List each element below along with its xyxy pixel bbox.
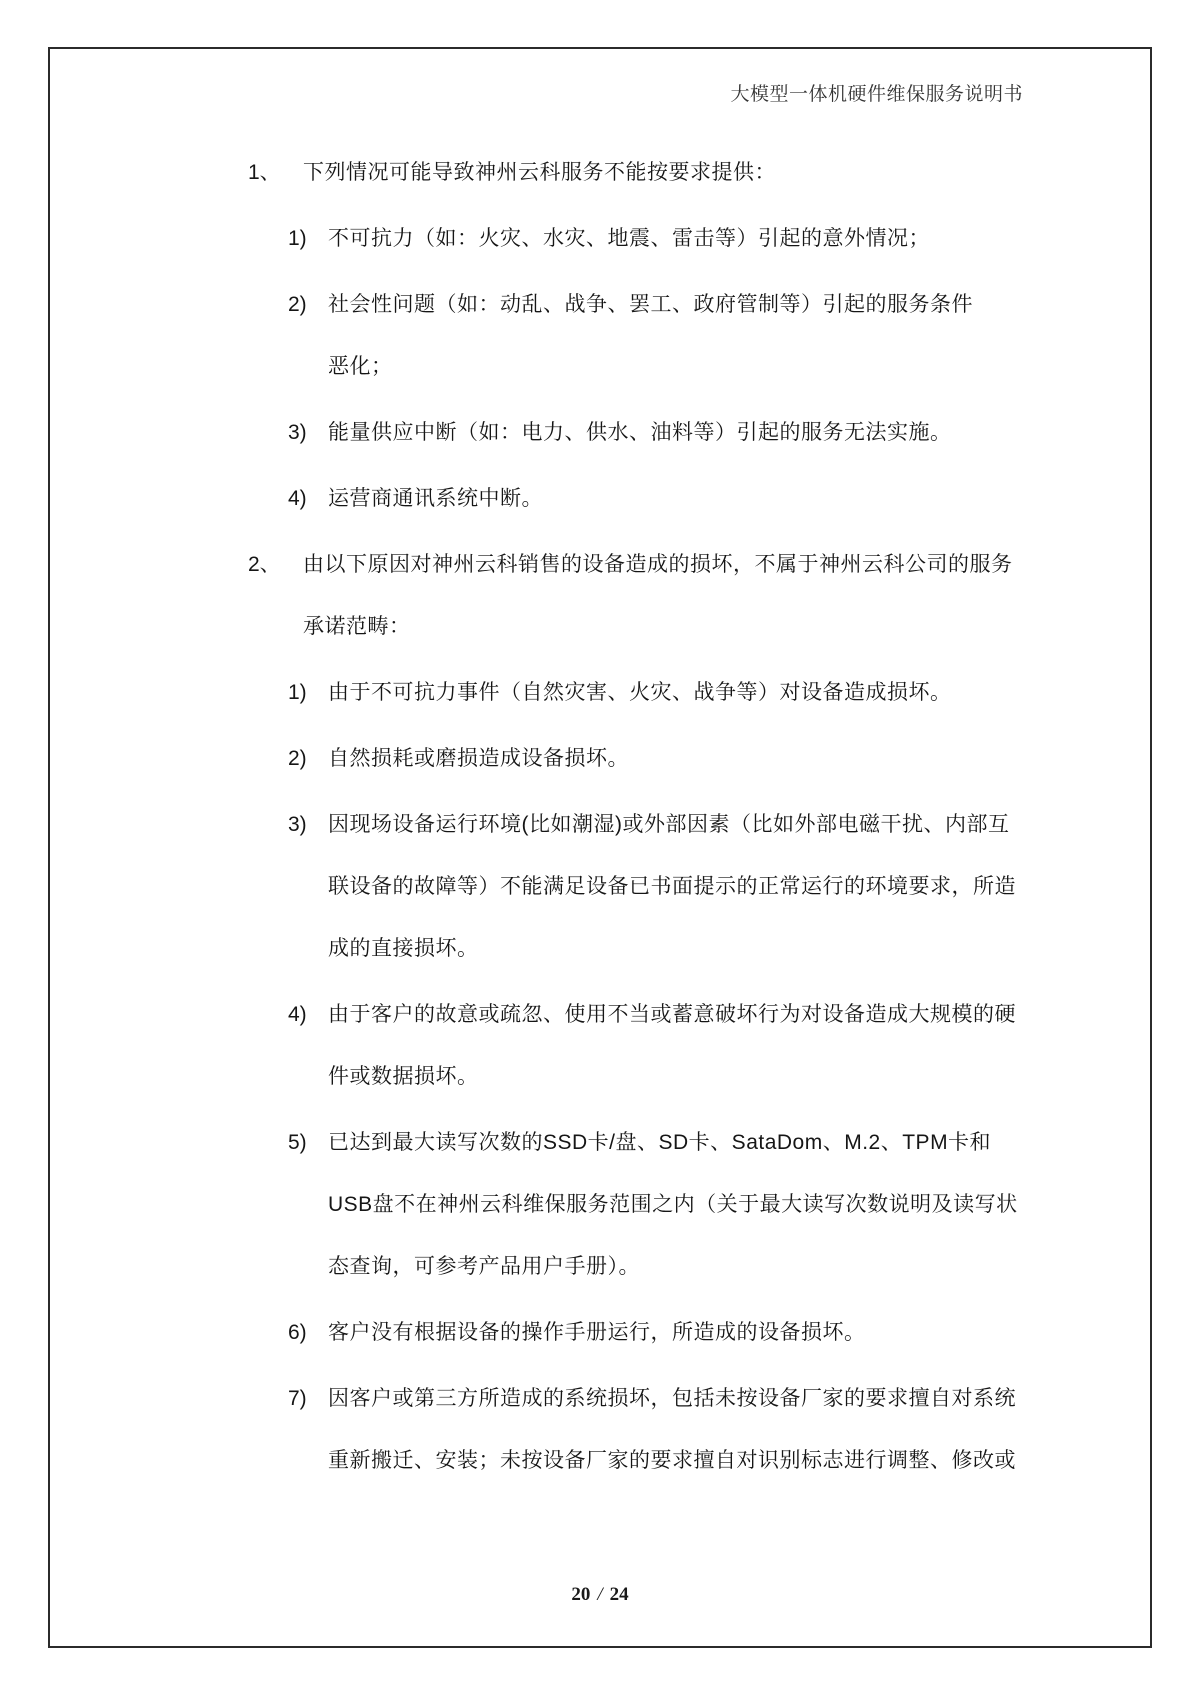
- list-item-text-line: USB盘不在神州云科维保服务范围之内（关于最大读写次数说明及读写状: [328, 1193, 1018, 1216]
- list-item-2-1: [288, 662, 1038, 724]
- list-item-text-line: 不可抗力（如：火灾、水灾、地震、雷击等）引起的意外情况；: [328, 227, 930, 250]
- list-item-2-6: [288, 1302, 1038, 1364]
- doc-body: [248, 142, 1038, 1496]
- list-item-text-line: 联设备的故障等）不能满足设备已书面提示的正常运行的环境要求，所造: [328, 875, 1016, 898]
- list-item-text-line: 由于客户的故意或疏忽、使用不当或蓄意破坏行为对设备造成大规模的硬: [328, 1003, 1016, 1026]
- list-item-2-2: [288, 728, 1038, 790]
- list-item-1-3: [288, 402, 1038, 464]
- list-item-text-line: 社会性问题（如：动乱、战争、罢工、政府管制等）引起的服务条件: [328, 293, 973, 316]
- list-item-number: 7): [288, 1387, 307, 1410]
- list-item-2-3: [288, 794, 1038, 980]
- page-footer: [0, 1582, 1200, 1608]
- list-item-text-line: 重新搬迁、安装；未按设备厂家的要求擅自对识别标志进行调整、修改或: [328, 1449, 1016, 1472]
- list-item-1-4: [288, 468, 1038, 530]
- section-text-line: 承诺范畴：: [303, 615, 411, 638]
- list-item-number: 1): [288, 227, 307, 250]
- list-item-1-2: [288, 274, 1038, 398]
- list-item-number: 6): [288, 1321, 307, 1344]
- section-number: 2、: [248, 553, 281, 576]
- section-number: 1、: [248, 161, 281, 184]
- list-item-text-line: 能量供应中断（如：电力、供水、油料等）引起的服务无法实施。: [328, 421, 952, 444]
- section-text-line: 由以下原因对神州云科销售的设备造成的损坏，不属于神州云科公司的服务: [303, 553, 1013, 576]
- list-item-number: 3): [288, 421, 307, 444]
- section-2: [248, 534, 1038, 658]
- list-item-text-line: 运营商通讯系统中断。: [328, 487, 543, 510]
- list-item-number: 4): [288, 1003, 307, 1026]
- list-item-text-line: 因客户或第三方所造成的系统损坏，包括未按设备厂家的要求擅自对系统: [328, 1387, 1016, 1410]
- list-item-text-line: 恶化；: [328, 355, 393, 378]
- list-item-text-line: 件或数据损坏。: [328, 1065, 479, 1088]
- section-1: [248, 142, 1038, 204]
- page-number-separator: /: [597, 1584, 603, 1605]
- list-item-text-line: 已达到最大读写次数的SSD卡/盘、SD卡、SataDom、M.2、TPM卡和: [328, 1131, 992, 1154]
- section-text-line: 下列情况可能导致神州云科服务不能按要求提供：: [303, 161, 776, 184]
- list-item-text-line: 成的直接损坏。: [328, 937, 479, 960]
- list-item-2-5: [288, 1112, 1038, 1298]
- list-item-text-line: 客户没有根据设备的操作手册运行，所造成的设备损坏。: [328, 1321, 866, 1344]
- list-item-text-line: 态查询，可参考产品用户手册）。: [328, 1255, 640, 1278]
- list-item-number: 4): [288, 487, 307, 510]
- list-item-number: 2): [288, 293, 307, 316]
- page-number-current: 20: [571, 1584, 591, 1605]
- list-item-number: 3): [288, 813, 307, 836]
- list-item-text-line: 因现场设备运行环境(比如潮湿)或外部因素（比如外部电磁干扰、内部互: [328, 813, 1010, 836]
- list-item-text-line: 自然损耗或磨损造成设备损坏。: [328, 747, 629, 770]
- list-item-number: 5): [288, 1131, 307, 1154]
- list-item-2-4: [288, 984, 1038, 1108]
- list-item-number: 1): [288, 681, 307, 704]
- list-item-text-line: 由于不可抗力事件（自然灾害、火灾、战争等）对设备造成损坏。: [328, 681, 952, 704]
- list-item-2-7: [288, 1368, 1038, 1492]
- list-item-1-1: [288, 208, 1038, 270]
- list-item-number: 2): [288, 747, 307, 770]
- page-number-total: 24: [609, 1584, 629, 1605]
- doc-header-title: 大模型一体机硬件维保服务说明书: [730, 84, 1023, 105]
